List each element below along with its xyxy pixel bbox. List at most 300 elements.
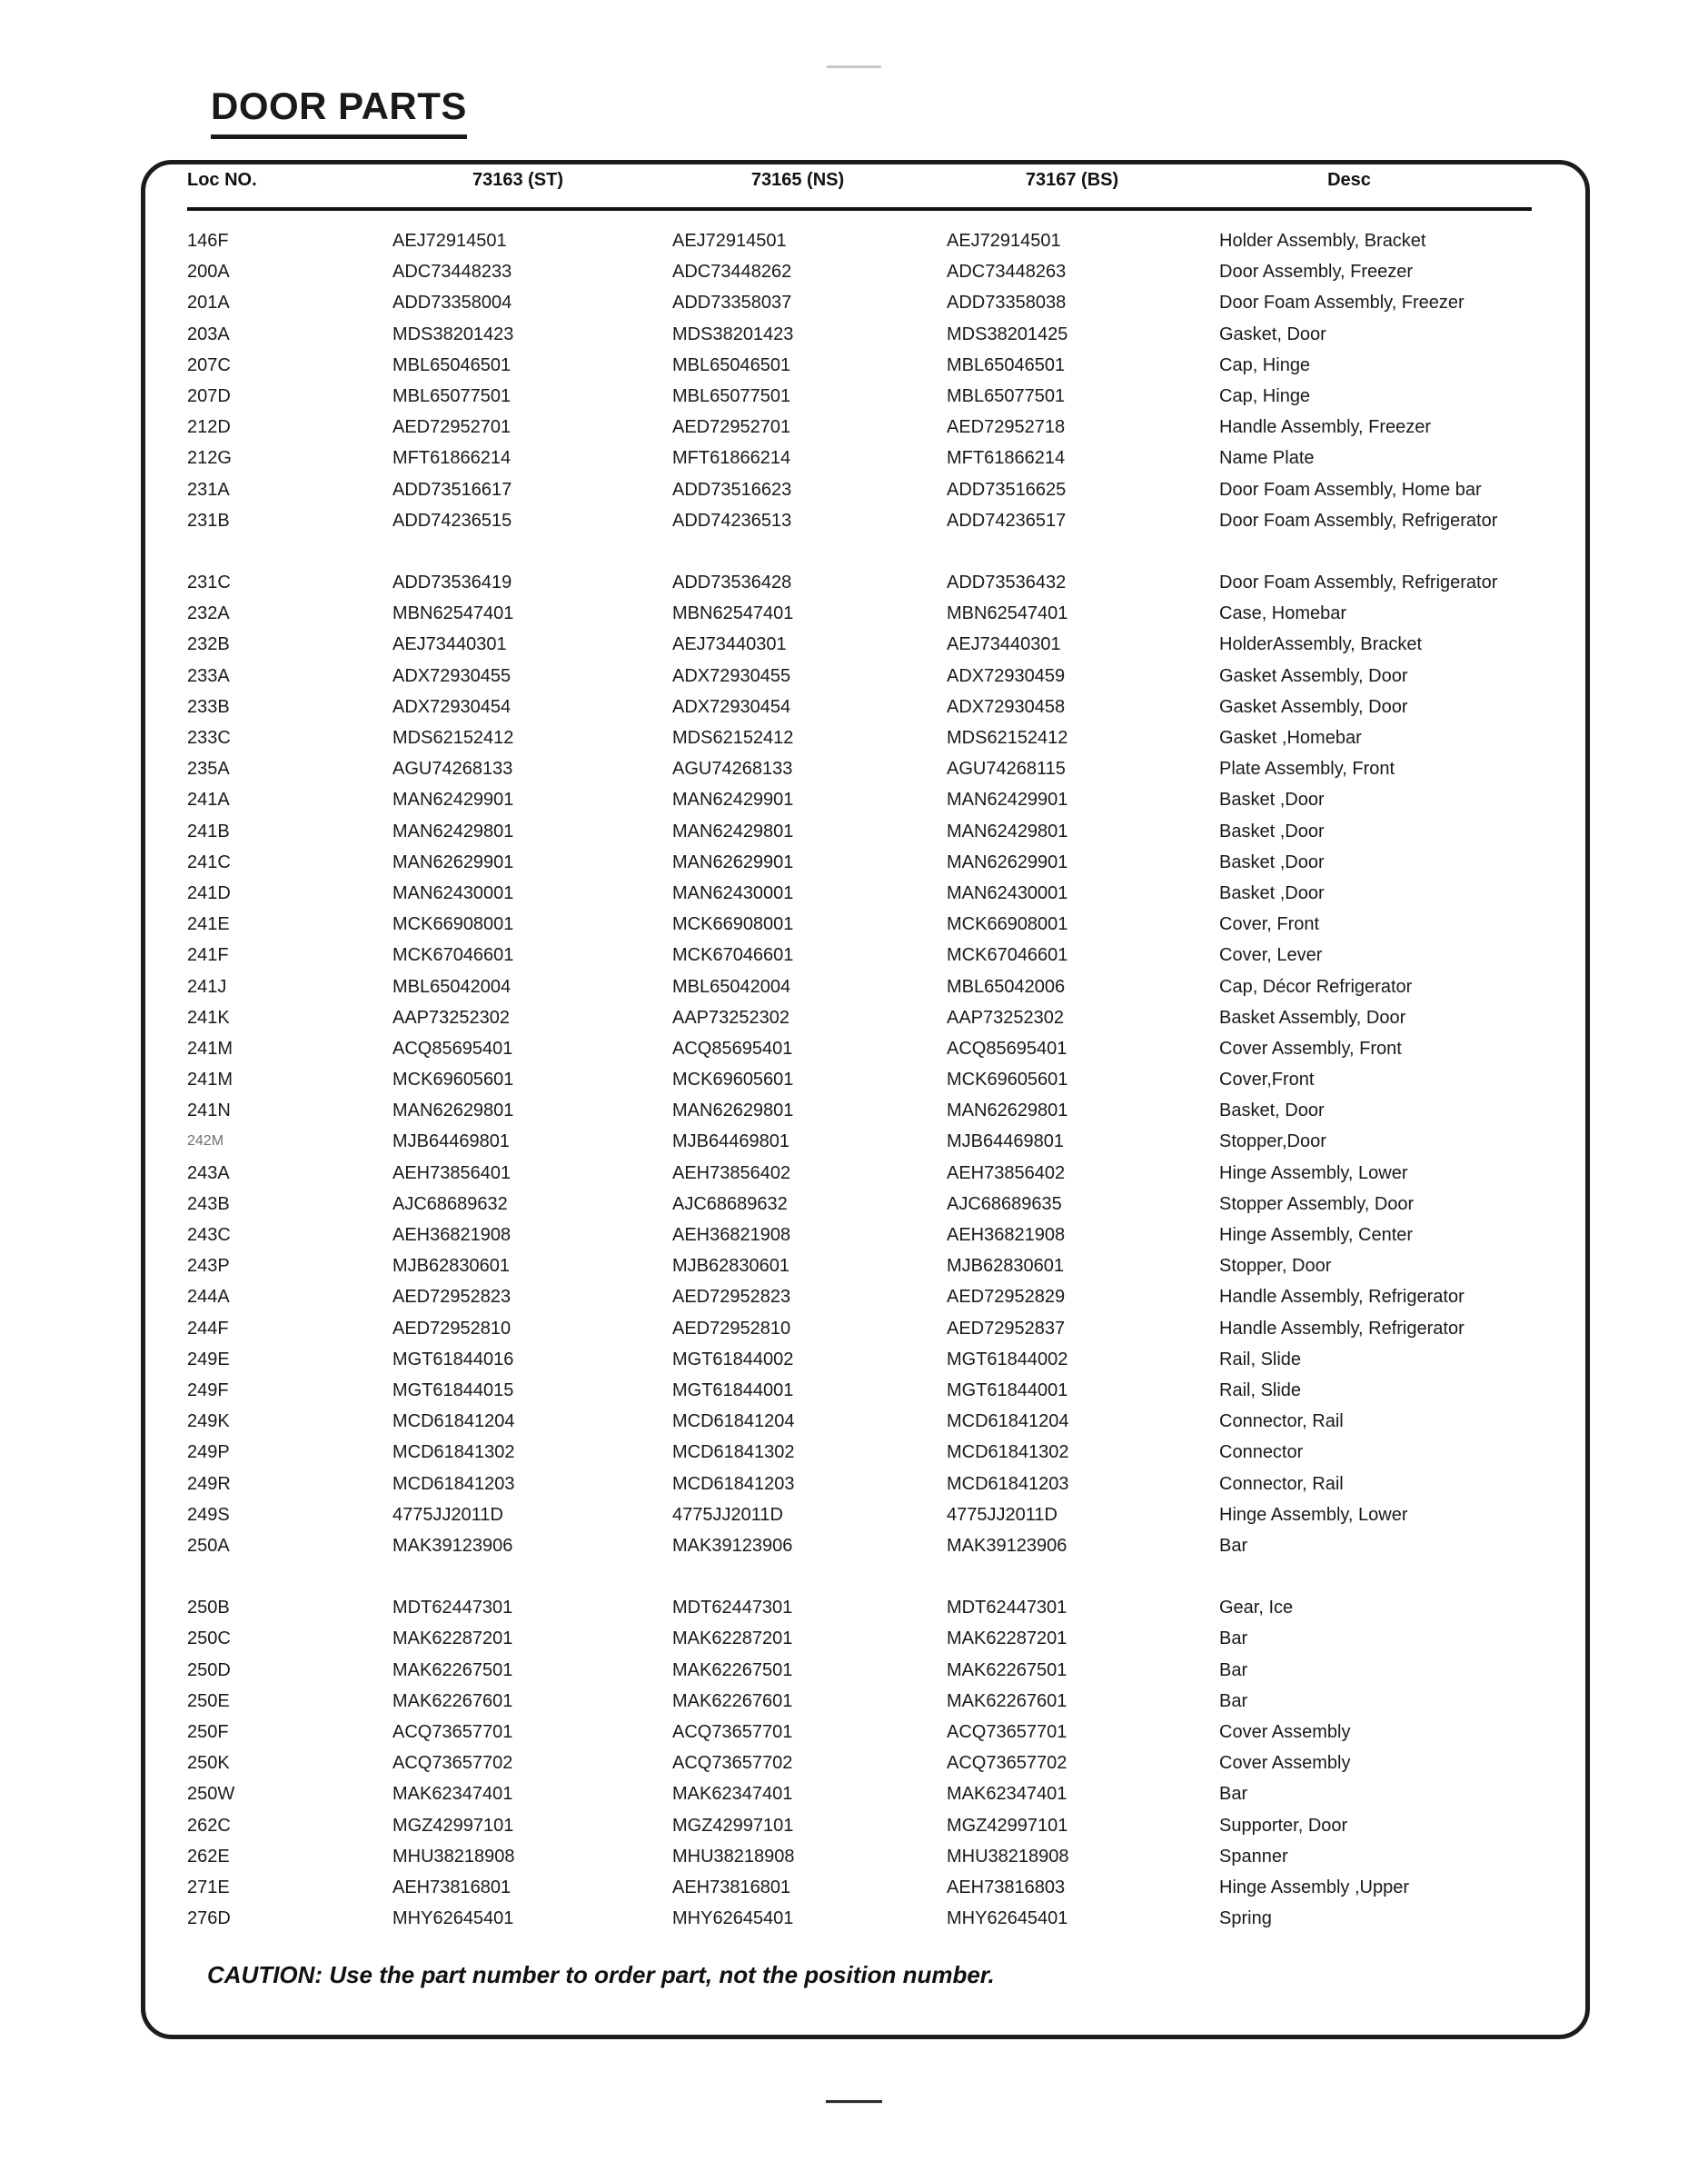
cell-loc: 250A [187, 1535, 230, 1556]
table-row [0, 940, 1708, 971]
cell-st: AEH73816801 [392, 1877, 511, 1897]
cell-bs: MAN62629901 [947, 851, 1068, 872]
table-row [0, 505, 1708, 536]
cell-st: MHY62645401 [392, 1908, 514, 1929]
cell-loc: 241J [187, 976, 227, 997]
cell-st: MGT61844016 [392, 1349, 514, 1369]
table-row [0, 256, 1708, 287]
cell-st: MAN62430001 [392, 882, 514, 903]
table-row [0, 722, 1708, 753]
cell-ns: MCK67046601 [672, 945, 794, 966]
cell-desc: Rail, Slide [1219, 1349, 1302, 1369]
caution-note: CAUTION: Use the part number to order part, not the position number. [207, 1961, 995, 1988]
table-row [0, 847, 1708, 878]
cell-st: ADD73358004 [392, 293, 512, 314]
cell-bs: MJB64469801 [947, 1131, 1064, 1152]
cell-loc: 250B [187, 1598, 230, 1618]
cell-ns: MCD61841203 [672, 1473, 795, 1494]
cell-bs: MAK62347401 [947, 1784, 1068, 1805]
cell-loc: 207C [187, 354, 231, 375]
cell-desc: Hinge Assembly, Lower [1219, 1162, 1408, 1183]
table-row [0, 412, 1708, 443]
cell-bs: ADD73536432 [947, 573, 1067, 593]
cell-ns: MFT61866214 [672, 448, 791, 469]
table-row [0, 1375, 1708, 1406]
cell-ns: AED72952701 [672, 417, 791, 438]
table-row [0, 350, 1708, 381]
table-row [0, 1437, 1708, 1468]
table-row [0, 1903, 1708, 1934]
cell-desc: Gasket Assembly, Door [1219, 696, 1408, 717]
table-row [0, 1064, 1708, 1095]
cell-desc: Spanner [1219, 1846, 1288, 1867]
cell-bs: MBL65046501 [947, 354, 1066, 375]
cell-ns: MJB64469801 [672, 1131, 789, 1152]
cell-ns: MDS62152412 [672, 728, 794, 748]
cell-bs: MCK67046601 [947, 945, 1068, 966]
cell-st: MDS38201423 [392, 324, 514, 344]
table-row [0, 1778, 1708, 1809]
cell-bs: AEJ72914501 [947, 231, 1061, 251]
cell-bs: AJC68689635 [947, 1193, 1062, 1214]
cell-desc: Stopper Assembly, Door [1219, 1193, 1415, 1214]
cell-st: MGT61844015 [392, 1379, 514, 1400]
cell-ns: ADD73358037 [672, 293, 792, 314]
cell-ns: ACQ73657701 [672, 1722, 793, 1742]
cell-desc: Connector [1219, 1442, 1304, 1463]
cell-bs: ADD74236517 [947, 510, 1067, 531]
cell-desc: Holder Assembly, Bracket [1219, 231, 1426, 251]
cell-desc: Gasket Assembly, Door [1219, 665, 1408, 686]
cell-bs: MAK39123906 [947, 1535, 1068, 1556]
cell-loc: 250E [187, 1690, 230, 1711]
cell-loc: 249R [187, 1473, 231, 1494]
table-row [0, 1748, 1708, 1778]
table-row-spacer [0, 536, 1708, 567]
cell-ns: MGT61844001 [672, 1379, 794, 1400]
cell-loc: 244A [187, 1287, 230, 1308]
cell-loc: 241K [187, 1007, 230, 1028]
cell-desc: Bar [1219, 1690, 1248, 1711]
table-row [0, 1499, 1708, 1530]
cell-desc: Bar [1219, 1784, 1248, 1805]
cell-st: MCK66908001 [392, 914, 514, 935]
cell-loc: 241D [187, 882, 231, 903]
cell-ns: ADX72930455 [672, 665, 791, 686]
cell-st: AGU74268133 [392, 759, 513, 780]
cell-st: AED72952823 [392, 1287, 511, 1308]
cell-bs: ACQ73657701 [947, 1722, 1068, 1742]
cell-bs: ACQ85695401 [947, 1038, 1068, 1059]
cell-st: ADX72930454 [392, 696, 511, 717]
table-row [0, 1095, 1708, 1126]
cell-st: MDS62152412 [392, 728, 514, 748]
cell-desc: Basket ,Door [1219, 851, 1325, 872]
table-row [0, 1158, 1708, 1189]
cell-desc: Basket, Door [1219, 1100, 1325, 1121]
cell-ns: MGZ42997101 [672, 1815, 794, 1836]
table-row [0, 1281, 1708, 1312]
cell-loc: 241M [187, 1070, 233, 1090]
cell-ns: MGT61844002 [672, 1349, 794, 1369]
table-row [0, 1344, 1708, 1375]
cell-st: ADD74236515 [392, 510, 512, 531]
cell-bs: ACQ73657702 [947, 1753, 1068, 1774]
cell-bs: MAN62430001 [947, 882, 1068, 903]
cell-loc: 231C [187, 573, 231, 593]
cell-st: MAN62629901 [392, 851, 514, 872]
cell-st: MJB62830601 [392, 1256, 510, 1277]
cell-desc: Basket Assembly, Door [1219, 1007, 1406, 1028]
table-row [0, 692, 1708, 722]
cell-bs: AED72952829 [947, 1287, 1066, 1308]
cell-loc: 146F [187, 231, 229, 251]
cell-loc: 242M [187, 1133, 224, 1150]
cell-ns: AEJ73440301 [672, 634, 787, 655]
table-row [0, 629, 1708, 660]
cell-desc: Door Foam Assembly, Freezer [1219, 293, 1465, 314]
cell-st: AAP73252302 [392, 1007, 511, 1028]
cell-st: MAK39123906 [392, 1535, 513, 1556]
cell-ns: MDS38201423 [672, 324, 794, 344]
table-row [0, 661, 1708, 692]
cell-ns: ACQ85695401 [672, 1038, 793, 1059]
table-row [0, 319, 1708, 350]
cell-st: ADC73448233 [392, 262, 512, 283]
cell-st: ACQ85695401 [392, 1038, 513, 1059]
cell-loc: 249K [187, 1411, 230, 1432]
cell-st: MAK62267601 [392, 1690, 513, 1711]
table-row [0, 1406, 1708, 1437]
cell-ns: MDT62447301 [672, 1598, 793, 1618]
cell-bs: MCD61841203 [947, 1473, 1069, 1494]
column-header-bs: 73167 (BS) [1025, 170, 1119, 190]
cell-bs: ADD73516625 [947, 479, 1067, 500]
cell-bs: MCD61841302 [947, 1442, 1069, 1463]
cell-bs: MAK62267501 [947, 1659, 1068, 1680]
table-row [0, 1250, 1708, 1281]
cell-st: MAK62267501 [392, 1659, 513, 1680]
cell-bs: MHY62645401 [947, 1908, 1068, 1929]
cell-loc: 241F [187, 945, 229, 966]
cell-bs: ADC73448263 [947, 262, 1067, 283]
cell-desc: Cap, Hinge [1219, 385, 1311, 406]
cell-loc: 241M [187, 1038, 233, 1059]
cell-bs: MBN62547401 [947, 603, 1068, 624]
cell-loc: 233B [187, 696, 230, 717]
cell-bs: MDS38201425 [947, 324, 1068, 344]
table-row [0, 381, 1708, 412]
cell-bs: ADD73358038 [947, 293, 1067, 314]
table-row [0, 816, 1708, 847]
cell-ns: MCD61841204 [672, 1411, 795, 1432]
cell-ns: MAK62347401 [672, 1784, 793, 1805]
cell-st: ADD73536419 [392, 573, 512, 593]
column-header-desc: Desc [1327, 170, 1371, 190]
cell-desc: Name Plate [1219, 448, 1315, 469]
cell-desc: Bar [1219, 1628, 1248, 1649]
cell-desc: Cover Assembly, Front [1219, 1038, 1402, 1059]
cell-st: AEJ73440301 [392, 634, 507, 655]
cell-bs: AGU74268115 [947, 759, 1066, 780]
table-row [0, 1530, 1708, 1561]
cell-ns: MJB62830601 [672, 1256, 789, 1277]
cell-st: ACQ73657701 [392, 1722, 513, 1742]
cell-st: MBL65042004 [392, 976, 511, 997]
cell-bs: AEH73856402 [947, 1162, 1066, 1183]
cell-desc: Basket ,Door [1219, 821, 1325, 842]
cell-st: MJB64469801 [392, 1131, 510, 1152]
cell-bs: ADX72930458 [947, 696, 1066, 717]
cell-ns: MCD61841302 [672, 1442, 795, 1463]
cell-desc: Handle Assembly, Refrigerator [1219, 1287, 1465, 1308]
table-row [0, 1002, 1708, 1033]
cell-st: MFT61866214 [392, 448, 511, 469]
cell-st: ACQ73657702 [392, 1753, 513, 1774]
cell-loc: 212G [187, 448, 232, 469]
cell-loc: 262C [187, 1815, 231, 1836]
cell-desc: Gasket, Door [1219, 324, 1326, 344]
cell-desc: Bar [1219, 1535, 1248, 1556]
cell-ns: AEJ72914501 [672, 231, 787, 251]
cell-ns: AEH73816801 [672, 1877, 791, 1897]
cell-ns: MCK69605601 [672, 1070, 794, 1090]
cell-bs: ADX72930459 [947, 665, 1066, 686]
cell-st: MBL65077501 [392, 385, 511, 406]
cell-st: MBN62547401 [392, 603, 514, 624]
cell-desc: Connector, Rail [1219, 1411, 1344, 1432]
cell-bs: MGT61844002 [947, 1349, 1068, 1369]
cell-ns: ADD73536428 [672, 573, 792, 593]
cell-loc: 250W [187, 1784, 235, 1805]
cell-desc: Basket ,Door [1219, 882, 1325, 903]
cell-loc: 249P [187, 1442, 230, 1463]
table-header-row [0, 170, 1708, 206]
cell-ns: 4775JJ2011D [672, 1504, 783, 1525]
cell-bs: MAK62287201 [947, 1628, 1068, 1649]
cell-bs: MBL65042006 [947, 976, 1066, 997]
cell-bs: MHU38218908 [947, 1846, 1069, 1867]
cell-desc: Cover,Front [1219, 1070, 1315, 1090]
cell-st: MGZ42997101 [392, 1815, 514, 1836]
cell-st: 4775JJ2011D [392, 1504, 503, 1525]
cell-loc: 212D [187, 417, 231, 438]
cell-loc: 241N [187, 1100, 231, 1121]
cell-loc: 241E [187, 914, 230, 935]
cell-loc: 233C [187, 728, 231, 748]
cell-ns: AEH73856402 [672, 1162, 791, 1183]
cell-ns: MAK62267501 [672, 1659, 793, 1680]
cell-st: MHU38218908 [392, 1846, 515, 1867]
cell-desc: Stopper, Door [1219, 1256, 1332, 1277]
table-row [0, 1623, 1708, 1654]
cell-ns: ADD73516623 [672, 479, 792, 500]
cell-loc: 232B [187, 634, 230, 655]
cell-desc: Handle Assembly, Refrigerator [1219, 1318, 1465, 1339]
cell-ns: AJC68689632 [672, 1193, 788, 1214]
cell-st: MCD61841203 [392, 1473, 515, 1494]
cell-st: MBL65046501 [392, 354, 511, 375]
column-header-ns: 73165 (NS) [750, 170, 845, 190]
cell-st: MCD61841302 [392, 1442, 515, 1463]
cell-ns: MHU38218908 [672, 1846, 795, 1867]
cell-desc: Spring [1219, 1908, 1272, 1929]
cell-bs: MBL65077501 [947, 385, 1066, 406]
table-row [0, 909, 1708, 940]
cell-loc: 235A [187, 759, 230, 780]
cell-loc: 241B [187, 821, 230, 842]
table-row [0, 1469, 1708, 1499]
cell-st: AJC68689632 [392, 1193, 508, 1214]
cell-ns: ACQ73657702 [672, 1753, 793, 1774]
cell-bs: MDS62152412 [947, 728, 1068, 748]
cell-desc: Stopper,Door [1219, 1131, 1326, 1152]
cell-bs: MCK66908001 [947, 914, 1068, 935]
cell-bs: MGT61844001 [947, 1379, 1068, 1400]
cell-bs: AED72952718 [947, 417, 1066, 438]
table-row [0, 598, 1708, 629]
cell-bs: AAP73252302 [947, 1007, 1065, 1028]
cell-loc: 203A [187, 324, 230, 344]
cell-st: ADX72930455 [392, 665, 511, 686]
cell-desc: Hinge Assembly ,Upper [1219, 1877, 1409, 1897]
table-row [0, 1033, 1708, 1064]
cell-desc: Cover Assembly [1219, 1722, 1351, 1742]
cell-ns: AGU74268133 [672, 759, 793, 780]
table-body [0, 225, 1708, 1934]
cell-bs: MAN62429801 [947, 821, 1068, 842]
cell-loc: 207D [187, 385, 231, 406]
cell-desc: Cover, Lever [1219, 945, 1323, 966]
table-row [0, 1810, 1708, 1841]
cell-ns: MAK62287201 [672, 1628, 793, 1649]
cell-bs: AEH73816803 [947, 1877, 1066, 1897]
column-header-loc: Loc NO. [187, 170, 257, 190]
cell-bs: MCK69605601 [947, 1070, 1068, 1090]
cell-loc: 250D [187, 1659, 231, 1680]
cell-desc: Door Assembly, Freezer [1219, 262, 1414, 283]
cell-st: MAN62429801 [392, 821, 514, 842]
table-row-spacer [0, 1561, 1708, 1592]
cell-bs: AEJ73440301 [947, 634, 1061, 655]
cell-loc: 276D [187, 1908, 231, 1929]
cell-desc: Case, Homebar [1219, 603, 1347, 624]
cell-desc: HolderAssembly, Bracket [1219, 634, 1423, 655]
cell-loc: 243P [187, 1256, 230, 1277]
cell-loc: 231B [187, 510, 230, 531]
cell-ns: AED72952823 [672, 1287, 791, 1308]
cell-st: MAN62629801 [392, 1100, 514, 1121]
cell-ns: MAK62267601 [672, 1690, 793, 1711]
cell-ns: MAN62629901 [672, 851, 794, 872]
cell-desc: Basket ,Door [1219, 790, 1325, 811]
cell-ns: AEH36821908 [672, 1225, 791, 1245]
cell-ns: MBL65077501 [672, 385, 791, 406]
cell-ns: MAK39123906 [672, 1535, 793, 1556]
cell-desc: Door Foam Assembly, Home bar [1219, 479, 1482, 500]
table-row [0, 1189, 1708, 1220]
table-row [0, 1220, 1708, 1250]
cell-ns: MBL65042004 [672, 976, 791, 997]
cell-loc: 243C [187, 1225, 231, 1245]
cell-loc: 243A [187, 1162, 230, 1183]
cell-loc: 243B [187, 1193, 230, 1214]
cell-desc: Cap, Hinge [1219, 354, 1311, 375]
cell-bs: MCD61841204 [947, 1411, 1069, 1432]
cell-st: MAK62287201 [392, 1628, 513, 1649]
table-row [0, 1717, 1708, 1748]
table-row [0, 971, 1708, 1002]
cell-loc: 250K [187, 1753, 230, 1774]
cell-bs: AEH36821908 [947, 1225, 1066, 1245]
cell-ns: MAN62430001 [672, 882, 794, 903]
cell-bs: MFT61866214 [947, 448, 1066, 469]
cell-ns: AED72952810 [672, 1318, 791, 1339]
cell-bs: 4775JJ2011D [947, 1504, 1058, 1525]
cell-ns: MBL65046501 [672, 354, 791, 375]
cell-desc: Hinge Assembly, Lower [1219, 1504, 1408, 1525]
cell-st: ADD73516617 [392, 479, 512, 500]
cell-bs: AED72952837 [947, 1318, 1066, 1339]
table-row [0, 567, 1708, 598]
cell-st: MAK62347401 [392, 1784, 513, 1805]
cell-loc: 200A [187, 262, 230, 283]
table-row [0, 225, 1708, 256]
cell-desc: Gear, Ice [1219, 1598, 1294, 1618]
table-row [0, 1313, 1708, 1344]
cell-loc: 241A [187, 790, 230, 811]
cell-ns: MAN62429801 [672, 821, 794, 842]
table-row [0, 287, 1708, 318]
cell-st: AED72952701 [392, 417, 511, 438]
cell-ns: AAP73252302 [672, 1007, 790, 1028]
cell-st: MAN62429901 [392, 790, 514, 811]
table-row [0, 878, 1708, 909]
cell-desc: Cover, Front [1219, 914, 1320, 935]
cell-loc: 262E [187, 1846, 230, 1867]
cell-desc: Connector, Rail [1219, 1473, 1344, 1494]
table-row [0, 443, 1708, 473]
cell-desc: Door Foam Assembly, Refrigerator [1219, 510, 1498, 531]
cell-desc: Door Foam Assembly, Refrigerator [1219, 573, 1498, 593]
cell-desc: Cap, Décor Refrigerator [1219, 976, 1413, 997]
cell-ns: MAN62629801 [672, 1100, 794, 1121]
table-row [0, 1872, 1708, 1903]
page-title: DOOR PARTS [211, 86, 467, 139]
cell-desc: Plate Assembly, Front [1219, 759, 1395, 780]
cell-desc: Gasket ,Homebar [1219, 728, 1362, 748]
table-row [0, 1686, 1708, 1717]
cell-st: AEH73856401 [392, 1162, 511, 1183]
table-row [0, 1841, 1708, 1872]
cell-desc: Cover Assembly [1219, 1753, 1351, 1774]
cell-bs: MGZ42997101 [947, 1815, 1068, 1836]
cell-st: MCD61841204 [392, 1411, 515, 1432]
cell-st: AEJ72914501 [392, 231, 507, 251]
cell-st: MDT62447301 [392, 1598, 513, 1618]
cell-loc: 233A [187, 665, 230, 686]
cell-bs: MJB62830601 [947, 1256, 1064, 1277]
table-row [0, 474, 1708, 505]
cell-loc: 249S [187, 1504, 230, 1525]
cell-loc: 249F [187, 1379, 229, 1400]
cell-bs: MAK62267601 [947, 1690, 1068, 1711]
cell-loc: 249E [187, 1349, 230, 1369]
cell-ns: MCK66908001 [672, 914, 794, 935]
cell-desc: Handle Assembly, Freezer [1219, 417, 1432, 438]
cell-loc: 241C [187, 851, 231, 872]
cell-st: MCK67046601 [392, 945, 514, 966]
